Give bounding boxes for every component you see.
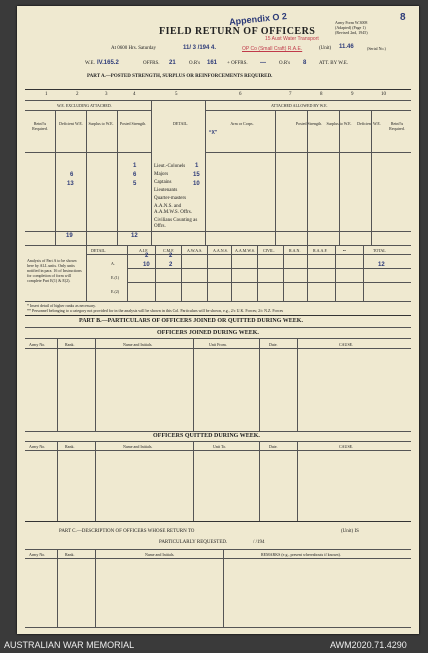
rank-quartermasters: Quarter-masters — [154, 196, 187, 201]
we-excluding-attached: W.E. EXCLUDING ATTACHED. — [57, 103, 112, 108]
part-c-col-name: Name and Initials. — [145, 552, 175, 557]
rank-lieut-colonels: Lieut.-Colonels — [154, 164, 186, 169]
serial-label: (Serial No.) — [367, 46, 386, 51]
col-number-2: 2 — [76, 92, 79, 97]
analysis-head-civil: CIVIL. — [263, 248, 275, 253]
analysis-aif-e1: 10 — [143, 262, 150, 268]
detail-mark: “X” — [209, 130, 218, 136]
head-surplus2: Surplus to W.E. — [326, 121, 352, 126]
analysis-cmf-value: 2 — [169, 253, 173, 259]
part-c-unit-is: (Unit) IS — [341, 529, 359, 534]
ors2-label: O.R's — [279, 61, 291, 66]
posted-lieutenants: 5 — [133, 181, 137, 187]
quitted-title: OFFICERS QUITTED DURING WEEK. — [153, 433, 260, 439]
archive-reference: AWM2020.71.4290 — [330, 640, 407, 650]
joined-col-name: Name and Initials. — [123, 342, 153, 347]
deficient-captains: 6 — [70, 172, 74, 178]
analysis-cmf-e1: 2 — [169, 262, 173, 268]
part-b-title: PART B.—PARTICULARS OF OFFICERS JOINED OR QUITTED DURING WEEK. — [79, 318, 303, 324]
unit-stamp-line2: OP Co (Small Craft) R.A.E. — [242, 46, 303, 52]
analysis-head-awas: A.W.A.S. — [187, 248, 203, 253]
we-value-majors: 1 — [195, 163, 199, 169]
return-date: 11/ 3 /194 4. — [183, 45, 217, 51]
analysis-head-other: •• — [343, 248, 346, 253]
analysis-head-ran: R.A.N. — [289, 248, 301, 253]
analysis-head-detail: DETAIL. — [91, 248, 107, 253]
plus-offrs-label: + OFFRS. — [227, 61, 248, 66]
date-line-prefix: At 0600 Hrs. Saturday — [111, 46, 156, 51]
analysis-head-raaf: R.A.A.F. — [313, 248, 328, 253]
quitted-col-date: Date. — [269, 444, 278, 449]
handwritten-appendix: Appendix O 2 — [228, 10, 288, 28]
handwritten-page-number: 8 — [400, 12, 406, 23]
part-c-date-blank: / /194 — [253, 540, 265, 545]
joined-col-unit-from: Unit From. — [209, 342, 227, 347]
unit-label: (Unit) — [319, 46, 332, 51]
part-c-col-rank: Rank. — [65, 552, 75, 557]
analysis-row-a: A. — [111, 261, 115, 266]
part-a-title: PART A.—POSTED STRENGTH, SURPLUS OR REINFORCEMENTS REQUIRED. — [87, 74, 273, 79]
rank-lieutenants: Lieutenants — [154, 188, 178, 193]
part-c-title-line2: PARTICULARLY REQUESTED. — [159, 540, 228, 545]
col-number-7: 7 — [289, 92, 292, 97]
rank-civilians: Civilians Counting as Offrs. — [154, 218, 198, 229]
analysis-aif-value: 2 — [145, 253, 149, 259]
total-posted: 12 — [131, 233, 138, 239]
head-deficient: Deficient W.E. — [59, 121, 83, 126]
form-revised: (Revised 2nd, 1945) — [335, 30, 368, 35]
head-posted2: Posted Strength. — [295, 121, 323, 126]
joined-title: OFFICERS JOINED DURING WEEK. — [157, 330, 259, 336]
col-number-3: 3 — [105, 92, 108, 97]
col-number-8: 8 — [320, 92, 323, 97]
footnote-2: ** Personnel belonging to a category not provided for in the analysis will be shown in this Col. Particulars will be shown, e.g., 2/c U.K. Forces; 2/c N.Z. Forces — [27, 308, 284, 313]
joined-col-army-no: Army No. — [29, 342, 46, 347]
col-number-10: 10 — [381, 92, 386, 97]
ors-value: 161 — [207, 60, 218, 66]
quitted-col-army-no: Army No. — [29, 444, 46, 449]
analysis-note: Analysis of Part A to be shown here by ALL units. Only units notified in para. 16 of Instructions for completion of form will complete Part E(1) & E(2). — [27, 258, 82, 283]
part-c-col-army-no: Army No. — [29, 552, 46, 557]
unit-stamp-line1: 15 Aust Water Transport — [265, 36, 319, 42]
offrs-label: OFFRS. — [143, 61, 160, 66]
we-value: IV.165.2 — [97, 60, 119, 66]
col-number-5: 5 — [175, 92, 178, 97]
we-value-lieutenants: 10 — [193, 181, 200, 187]
joined-col-cause: CAUSE. — [339, 342, 354, 347]
analysis-head-total: TOTAL — [373, 248, 386, 253]
form-page — [17, 6, 419, 634]
ors2-value: 8 — [303, 60, 307, 66]
serial-number: 11.46 — [339, 44, 354, 50]
quitted-col-unit-to: Unit To. — [213, 444, 227, 449]
col-number-1: 1 — [45, 92, 48, 97]
ors-label: O.R's — [189, 61, 201, 66]
attached-allowed: ATTACHED ALLOWED BY W.E. — [271, 103, 328, 108]
rank-majors: Majors — [154, 172, 169, 177]
part-c-col-remarks: REMARKS (e.g., present whereabouts if known). — [261, 552, 341, 557]
col-number-4: 4 — [133, 92, 136, 97]
joined-col-rank: Rank. — [65, 342, 75, 347]
joined-col-date: Date. — [269, 342, 278, 347]
quitted-col-cause: CAUSE. — [339, 444, 354, 449]
part-c-title-line1: PART C.—DESCRIPTION OF OFFICERS WHOSE RETURN TO — [59, 529, 195, 534]
head-reinfs2: Reinf'ts Required. — [389, 121, 405, 131]
analysis-head-aans: A.A.N.S. — [213, 248, 228, 253]
head-reinfs-required: Reinf'ts Required. — [32, 121, 48, 131]
we-value-captains: 15 — [193, 172, 200, 178]
att-by-we-label: ATT. BY W.E. — [319, 61, 349, 66]
head-surplus: Surplus to W.E. — [88, 121, 114, 126]
offrs-value: 21 — [169, 60, 176, 66]
we-label: W.E. — [85, 61, 95, 66]
deficient-lieutenants: 13 — [67, 181, 74, 187]
footnote-1: * Insert detail of higher ranks as necessary. — [27, 303, 96, 308]
form-title: FIELD RETURN OF OFFICERS — [159, 26, 316, 37]
archive-credit: AUSTRALIAN WAR MEMORIAL — [4, 640, 135, 650]
form-adapted: (Adapted) (Page 1) — [335, 25, 366, 30]
rank-aans: A.A.N.S. and — [154, 204, 182, 209]
col-number-6: 6 — [239, 92, 242, 97]
rank-aamws: A.A.M.W.S. Offrs. — [154, 210, 192, 215]
form-reference: Army Form W.3008 — [335, 20, 368, 25]
analysis-head-cmf: C.M.F. — [163, 248, 175, 253]
total-deficient: 19 — [66, 233, 73, 239]
posted-majors: 1 — [133, 163, 137, 169]
quitted-col-rank: Rank. — [65, 444, 75, 449]
rank-captains: Captains — [154, 180, 172, 185]
detail-heading: DETAIL. — [173, 121, 189, 126]
posted-captains: 6 — [133, 172, 137, 178]
plus-offrs-value: — — [260, 60, 266, 66]
analysis-row-e2: E.(2) — [111, 289, 120, 294]
col-number-9: 9 — [351, 92, 354, 97]
quitted-col-name: Name and Initials. — [123, 444, 153, 449]
analysis-row-e1: E.(1) — [111, 275, 120, 280]
head-arm-corps: Arm or Corps. — [230, 121, 254, 126]
analysis-head-aamws: A.A.M.W.S. — [235, 248, 255, 253]
analysis-head-aif: A.I.F. — [139, 248, 149, 253]
analysis-total-value: 12 — [378, 262, 385, 268]
head-posted: Posted Strength. — [119, 121, 147, 126]
head-deficient2: Deficient W.E. — [357, 121, 381, 126]
